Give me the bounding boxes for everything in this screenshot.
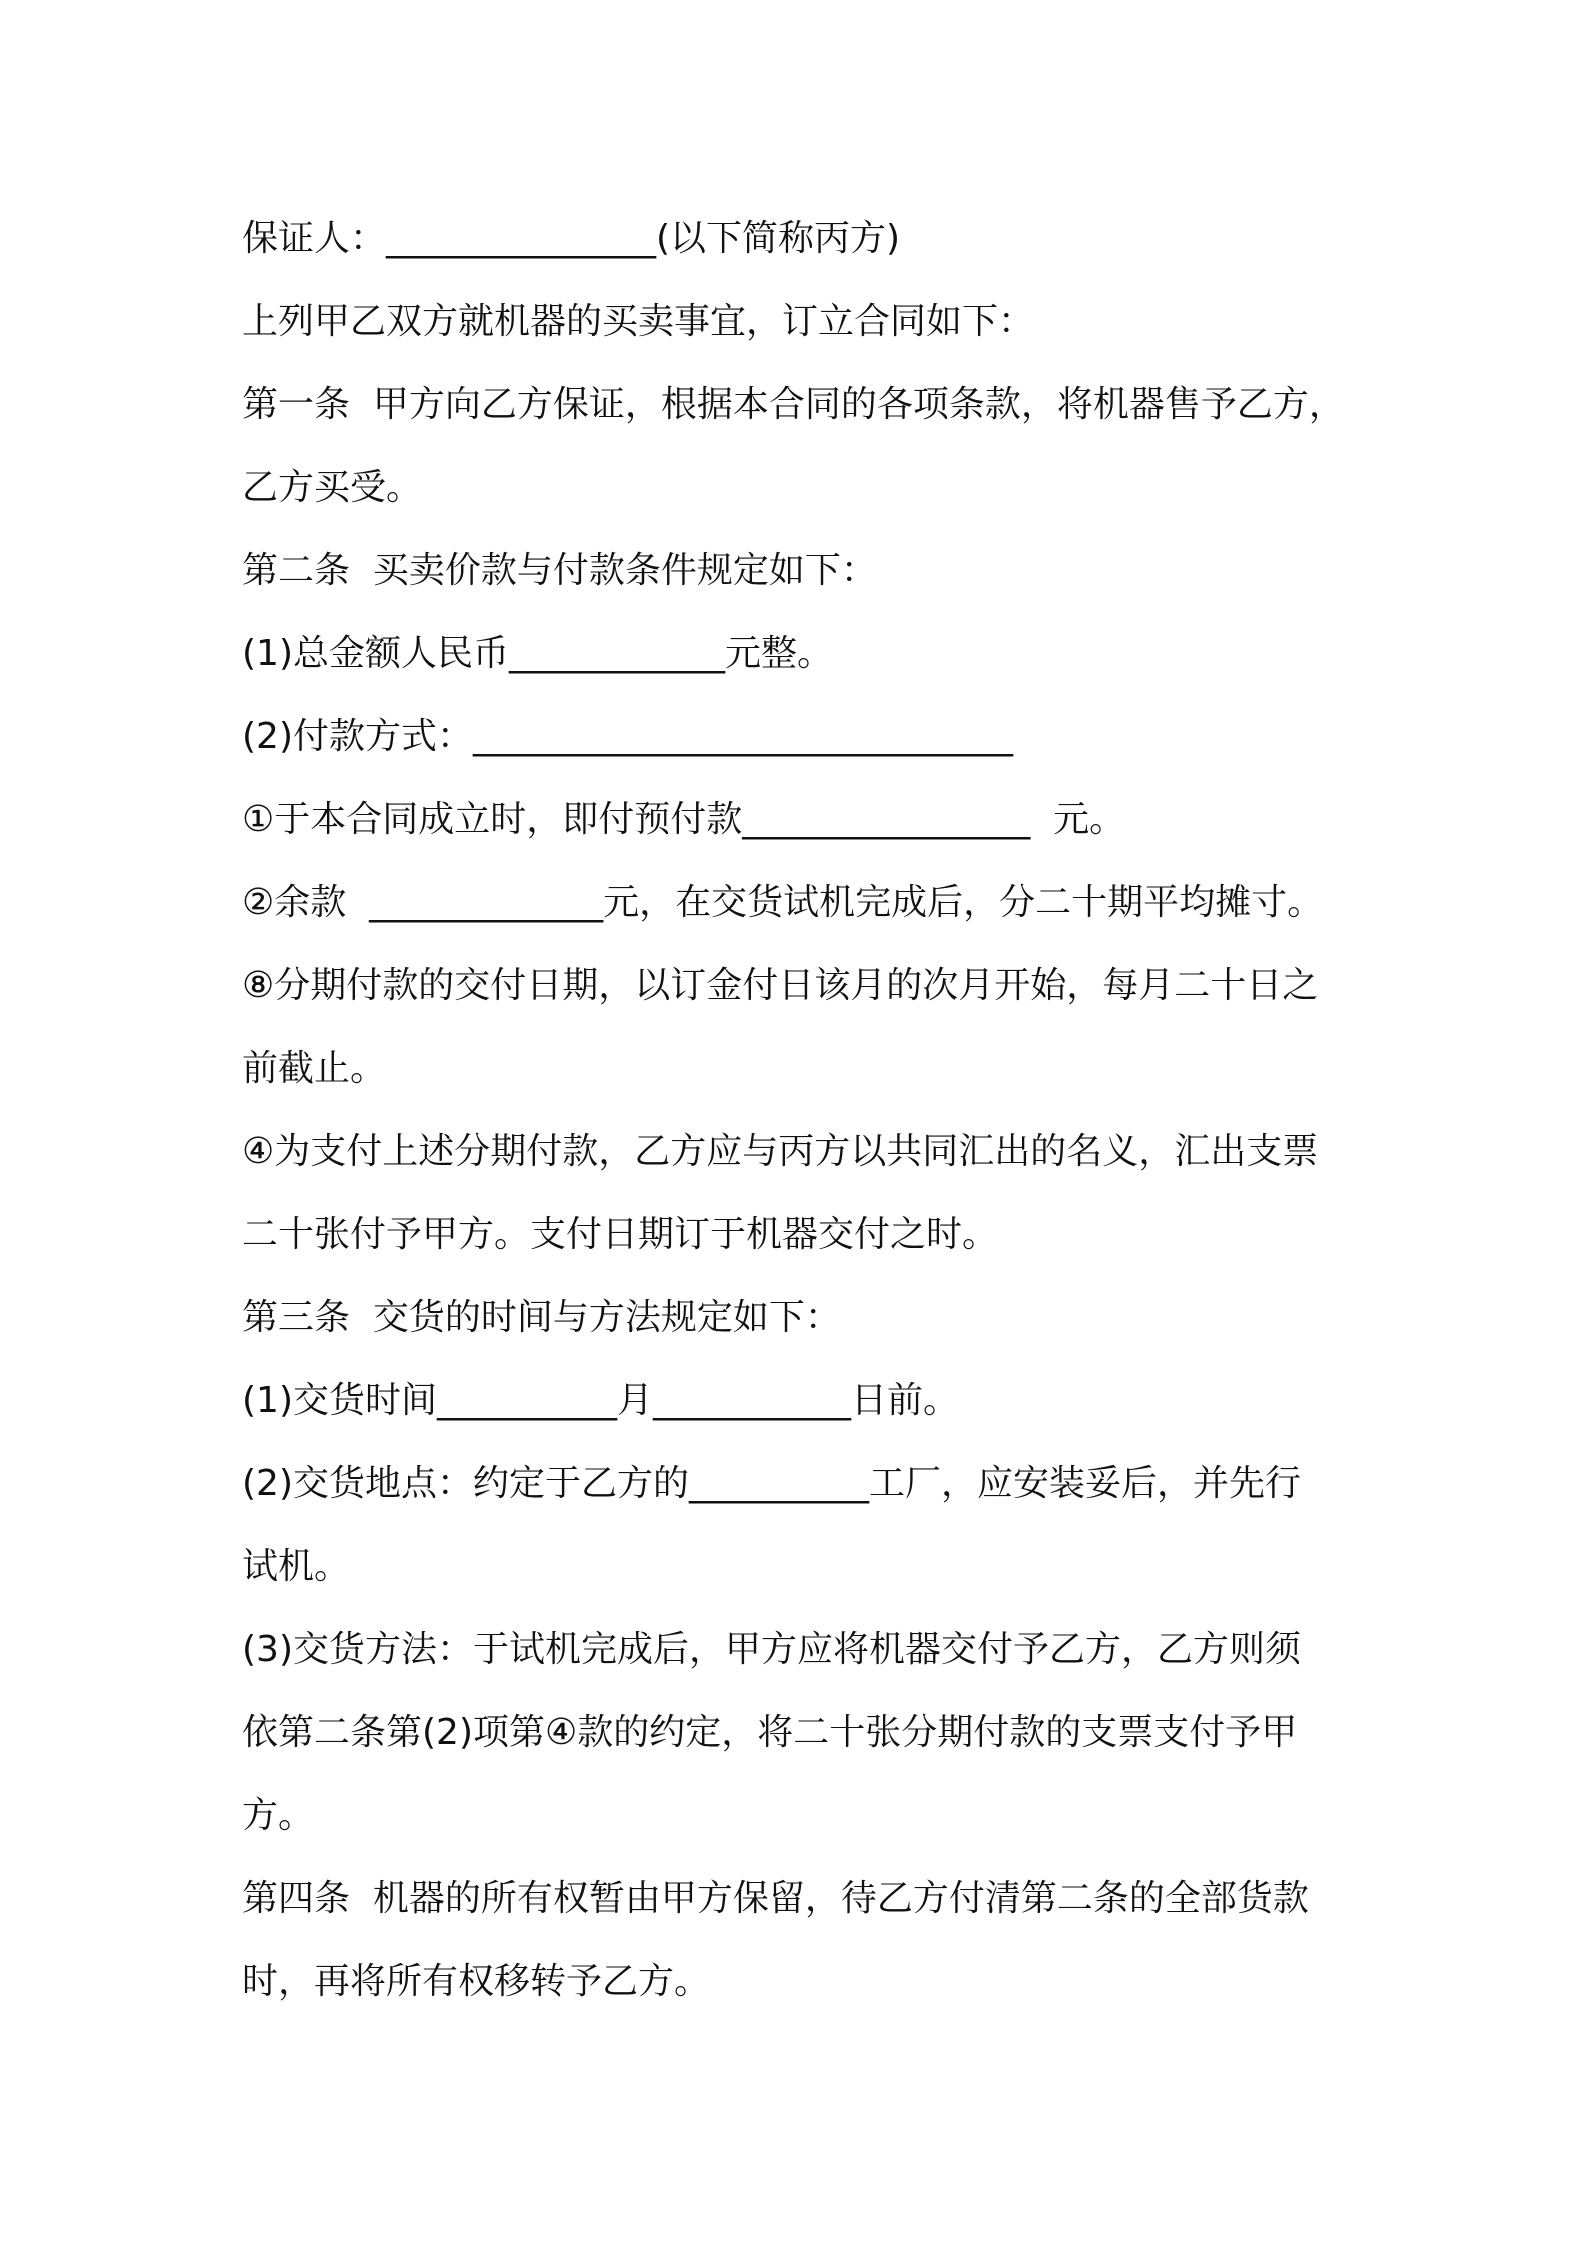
article-2-subitem-4-line-1: ④为支付上述分期付款，乙方应与丙方以共同汇出的名义，汇出支票: [242, 1131, 1319, 1172]
article-4-line-1: 第四条 机器的所有权暂由甲方保留，待乙方付清第二条的全部货款: [242, 1878, 1309, 1919]
article-2-subitem-3-line-1: ⑧分期付款的交付日期，以订金付日该月的次月开始，每月二十日之: [242, 965, 1319, 1006]
article-2-heading: 第二条 买卖价款与付款条件规定如下：: [242, 550, 877, 591]
guarantor-line: 保证人：_______________(以下简称丙方): [242, 218, 901, 259]
article-3-item-2-line-2: 试机。: [242, 1546, 351, 1587]
article-2-subitem-2: ②余款 _____________元，在交货试机完成后，分二十期平均摊寸。: [242, 882, 1324, 923]
article-3-item-3-line-3: 方。: [242, 1795, 315, 1836]
article-4-line-2: 时，再将所有权移转予乙方。: [242, 1961, 711, 2002]
article-2-subitem-1: ①于本合同成立时，即付预付款________________ 元。: [242, 799, 1126, 840]
article-3-item-2-line-1: (2)交货地点：约定于乙方的__________工厂，应安装妥后，并先行: [242, 1463, 1301, 1504]
article-3-item-1: (1)交货时间__________月___________日前。: [242, 1380, 959, 1421]
article-1-line-2: 乙方买受。: [242, 467, 423, 508]
article-2-subitem-4-line-2: 二十张付予甲方。支付日期订于机器交付之时。: [242, 1214, 999, 1255]
article-3-item-3-line-2: 依第二条第(2)项第④款的约定，将二十张分期付款的支票支付予甲: [242, 1712, 1298, 1753]
article-3-heading: 第三条 交货的时间与方法规定如下：: [242, 1297, 841, 1338]
article-3-item-3-line-1: (3)交货方法：于试机完成后，甲方应将机器交付予乙方，乙方则须: [242, 1629, 1301, 1670]
article-2-item-2: (2)付款方式：______________________________: [242, 716, 1013, 757]
contract-body: [242, 197, 1402, 2023]
article-1-line-1: 第一条 甲方向乙方保证，根据本合同的各项条款，将机器售予乙方，: [242, 384, 1345, 425]
article-2-subitem-3-line-2: 前截止。: [242, 1048, 387, 1089]
preamble-line: 上列甲乙双方就机器的买卖事宜，订立合同如下：: [242, 301, 1035, 342]
article-2-item-1: (1)总金额人民币____________元整。: [242, 633, 833, 674]
